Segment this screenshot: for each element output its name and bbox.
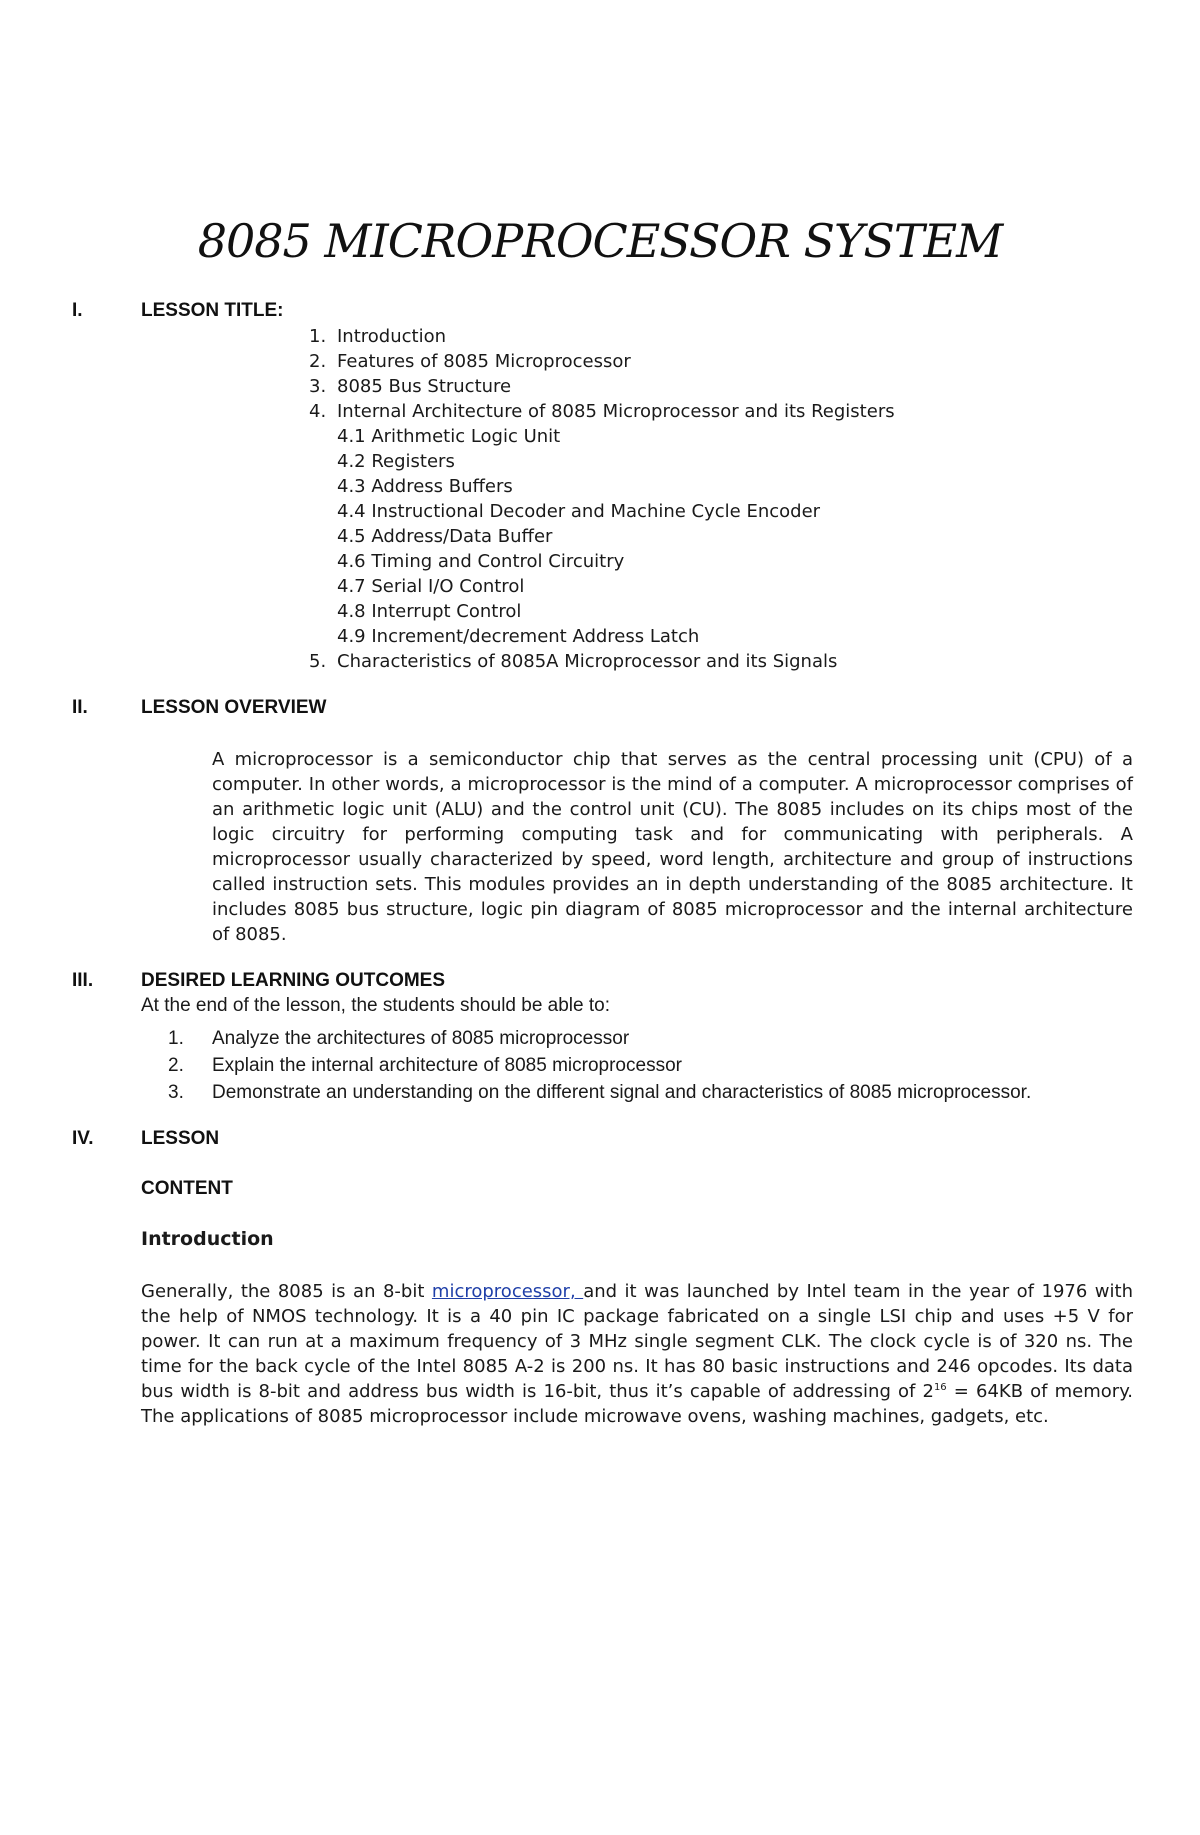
list-item xyxy=(300,374,895,399)
sub-list-item: 4.7 Serial I/O Control xyxy=(337,576,525,597)
list-item xyxy=(300,399,895,424)
list-item-text: Demonstrate an understanding on the different signal and characteristics of 8085 microprocessor. xyxy=(212,1082,1032,1103)
section-number-2: II. xyxy=(72,697,88,718)
list-item-text: Explain the internal architecture of 8085 microprocessor xyxy=(212,1055,682,1076)
document-title: 8085 MICROPROCESSOR SYSTEM xyxy=(197,214,1003,268)
list-item-text: Introduction xyxy=(337,326,447,347)
section-heading-content: CONTENT xyxy=(141,1178,233,1199)
list-item-text: Characteristics of 8085A Microprocessor and its Signals xyxy=(337,651,838,672)
intro-text-a: Generally, the 8085 is an 8-bit xyxy=(141,1281,432,1302)
list-item xyxy=(141,1079,1031,1106)
overview-paragraph: A microprocessor is a semiconductor chip that serves as the central processing unit (CPU) of a computer. In other words, a microprocessor is the mind of a computer. A microprocessor comprises of an arithmetic logic unit (ALU) and the control unit (CU). The 8085 includes on its chips most of the logic circuitry for performing computing task and for communicating with peripherals. A microprocessor usually characterized by speed, word length, architecture and group of instructions called instruction sets. This modules provides an in depth understanding of the 8085 architecture. It includes 8085 bus structure, logic pin diagram of 8085 microprocessor and the internal architecture of 8085. xyxy=(212,749,1133,945)
sub-list-item: 4.2 Registers xyxy=(337,451,455,472)
list-item xyxy=(300,324,895,349)
sub-list-item: 4.9 Increment/decrement Address Latch xyxy=(337,626,700,647)
sub-list-item: 4.5 Address/Data Buffer xyxy=(337,526,553,547)
intro-text-b: and it was launched by Intel team in the year of 1976 with the help of NMOS technology. It is a 40 pin IC package fabricated on a single LSI chip and uses +5 V for power. It can run at a maximum frequency of 3 MHz single segment CLK. The clock cycle is of 320 ns. The time for the back cycle of the Intel 8085 A-2 is 200 ns. It has 80 basic instructions and 246 opcodes. Its data bus width is 8-bit and address bus width is 16-bit, thus it’s capable of addressing of 2 xyxy=(141,1281,1133,1402)
intro-text-c: = 64KB of memory. The applications of 8085 microprocessor include microwave ovens, washing machines, gadgets, etc. xyxy=(141,1381,1133,1427)
sub-list-item: 4.8 Interrupt Control xyxy=(337,601,522,622)
list-number: 3. xyxy=(168,1082,184,1103)
list-item xyxy=(300,649,895,674)
outcomes-lead-text: At the end of the lesson, the students should be able to: xyxy=(141,995,610,1016)
sub-list-item: 4.6 Timing and Control Circuitry xyxy=(337,551,625,572)
list-number: 1. xyxy=(309,326,327,347)
section-heading-learning-outcomes: DESIRED LEARNING OUTCOMES xyxy=(141,970,446,991)
exponent: 16 xyxy=(933,1382,947,1393)
list-item xyxy=(300,349,895,374)
list-number: 4. xyxy=(309,401,327,422)
section-number-1: I. xyxy=(72,300,83,321)
list-item xyxy=(141,1052,1031,1079)
list-item-text: Features of 8085 Microprocessor xyxy=(337,351,631,372)
microprocessor-link[interactable]: microprocessor, xyxy=(431,1281,584,1302)
sub-list-item: 4.3 Address Buffers xyxy=(337,476,513,497)
sub-list-item: 4.4 Instructional Decoder and Machine Cycle Encoder xyxy=(337,501,821,522)
outcomes-list xyxy=(141,1025,1031,1106)
section-heading-lesson-overview: LESSON OVERVIEW xyxy=(141,697,327,718)
list-item-text: Internal Architecture of 8085 Microprocessor and its Registers xyxy=(337,401,895,422)
list-item-text: Analyze the architectures of 8085 microprocessor xyxy=(212,1028,630,1049)
sub-list-item: 4.1 Arithmetic Logic Unit xyxy=(337,426,561,447)
intro-heading: Introduction xyxy=(141,1228,274,1250)
list-number: 3. xyxy=(309,376,327,397)
list-number: 2. xyxy=(168,1055,184,1076)
list-item xyxy=(141,1025,1031,1052)
list-number: 5. xyxy=(309,651,327,672)
list-number: 1. xyxy=(168,1028,184,1049)
section-heading-lesson-title: LESSON TITLE: xyxy=(141,300,284,321)
section-heading-lesson: LESSON xyxy=(141,1128,220,1149)
section-number-3: III. xyxy=(72,970,94,991)
section-number-4: IV. xyxy=(72,1128,94,1149)
list-number: 2. xyxy=(309,351,327,372)
list-item-text: 8085 Bus Structure xyxy=(337,376,512,397)
intro-paragraph xyxy=(141,1279,1133,1429)
lesson-title-list xyxy=(300,324,895,674)
